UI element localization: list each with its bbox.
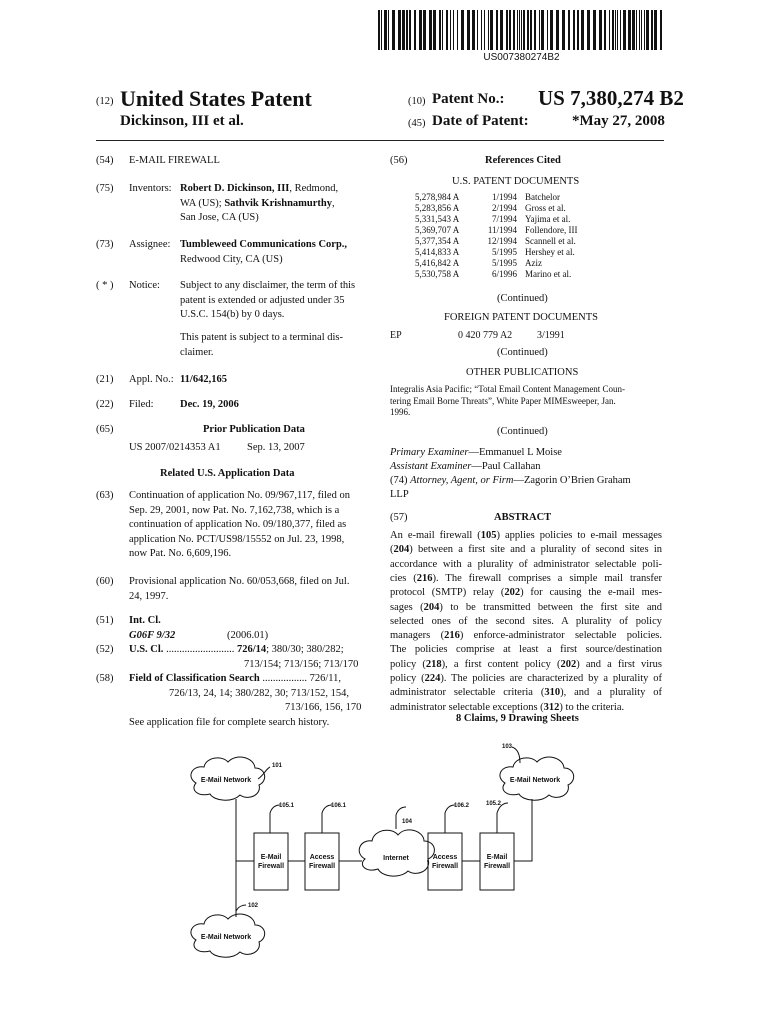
barcode-bar [550, 10, 553, 50]
patent-no-code: (10) [408, 96, 426, 107]
other-line-1: Integralis Asia Pacific; “Total Email Content Management Coun- [390, 384, 626, 394]
us-ref-name: Marino et al. [525, 269, 572, 279]
us-ref-date: 6/1996 [491, 269, 517, 279]
other-line-2: tering Email Borne Threats”, White Paper MIMEsweeper, Jan. [390, 395, 616, 406]
ref-106-2: 106.2 [454, 803, 470, 809]
leader-102 [236, 905, 246, 917]
terminal-line-1: This patent is subject to a terminal dis- [180, 332, 344, 343]
intcl-code: (51) [96, 615, 114, 626]
date-code: (45) [408, 118, 426, 129]
appl-number: 11/642,165 [180, 374, 227, 385]
network-figure [0, 735, 770, 965]
us-ref-number: 5,377,354 A [415, 236, 460, 246]
us-ref-name: Gross et al. [525, 203, 566, 213]
label-net-right-top: E-Mail Network [509, 777, 561, 784]
attorney [390, 474, 631, 489]
barcode-bar [378, 10, 380, 50]
us-ref-date: 5/1995 [491, 247, 517, 257]
abstract-line: policy (218), a first content policy (202) and a first virus [390, 658, 662, 670]
continuation-line-2: Sep. 29, 2001, now Pat. No. 7,162,738, which is a [129, 504, 340, 516]
intcl-class: G06F 9/32 [129, 629, 176, 641]
us-ref-number: 5,369,707 A [415, 225, 460, 235]
box-email-firewall-left [254, 833, 288, 890]
us-ref-name: Yajima et al. [525, 214, 571, 224]
leader-106-2 [445, 805, 455, 833]
box-access-fw-right-line-2: Firewall [431, 863, 459, 870]
assignee-label: Assignee: [129, 239, 171, 250]
barcode-bar [577, 10, 579, 50]
provisional-code: (60) [96, 576, 114, 587]
primary-label: Primary Examiner [390, 447, 469, 458]
attorney-label: Attorney, Agent, or Firm [410, 475, 514, 486]
us-ref-number: 5,416,842 A [415, 258, 460, 268]
barcode-bar [539, 10, 540, 50]
us-ref-name: Follendore, III [525, 225, 578, 235]
assistant-examiner [390, 460, 541, 475]
barcode-bar [442, 10, 443, 50]
us-ref-date: 12/1994 [487, 236, 517, 246]
abstract-line: sages (204) to be transmitted between the first site and [390, 601, 662, 613]
field-line-1 [129, 672, 341, 687]
barcode-bar [388, 10, 389, 50]
cloud-internet [359, 830, 434, 876]
barcode-bar [644, 10, 645, 50]
foreign-country: EP [390, 330, 402, 341]
filed-code: (22) [96, 399, 114, 410]
barcode-bar [568, 10, 570, 50]
foreign-heading: FOREIGN PATENT DOCUMENTS [444, 312, 599, 323]
inventors-line-1: Robert D. Dickinson, III, Redmond, [180, 183, 339, 194]
filed-label: Filed: [129, 399, 154, 410]
us-ref-date: 7/1994 [491, 214, 517, 224]
abstract-line: managers (216) enforce-administrator selectable policies. [390, 630, 662, 642]
barcode-bar [573, 10, 575, 50]
barcode-bar [641, 10, 642, 50]
barcode-bar [484, 10, 485, 50]
barcode-bar [587, 10, 590, 50]
us-ref-number: 5,283,856 A [415, 203, 460, 213]
uscl-line-2: 713/154; 713/156; 713/170 [244, 658, 359, 670]
ref-105-1: 105.1 [279, 803, 295, 809]
provisional-line-2: 24, 1997. [129, 590, 169, 602]
abstract-line: The policies comprise at least a first source/destination [390, 644, 662, 656]
doc-type: United States Patent [120, 86, 312, 111]
barcode-bar [402, 10, 405, 50]
us-ref-name: Batchelor [525, 192, 560, 202]
barcode-bar [534, 10, 536, 50]
barcode-bar [406, 10, 408, 50]
appl-label: Appl. No.: [129, 374, 174, 385]
uscl-dots: .......................... [166, 644, 235, 655]
uscl-primary: 726/14 [236, 644, 267, 655]
abstract-line: cies (216). The firewall comprises a simple mail transfer [390, 572, 663, 584]
attorney-line-2: LLP [390, 489, 409, 500]
leader-105-2 [497, 803, 508, 833]
ref-103: 103 [502, 744, 513, 750]
barcode-bar [521, 10, 522, 50]
primary-name: —Emmanuel L Moise [468, 447, 562, 458]
continuation-line-1: Continuation of application No. 09/967,117, filed on [129, 490, 350, 501]
other-line-3: 1996. [390, 407, 411, 417]
abstract-line: protocol (SMTP) relay (202) for causing the e-mail mes- [390, 587, 662, 599]
barcode-bar [506, 10, 508, 50]
prior-pub: US 2007/0214353 A1 [129, 442, 221, 453]
inventors-code: (75) [96, 183, 114, 194]
box-email-fw-right-line-1: E-Mail [486, 854, 508, 861]
barcode-bar [593, 10, 596, 50]
us-ref-number: 5,331,543 A [415, 214, 460, 224]
leader-105-1 [270, 805, 280, 833]
field-line-3: 713/166, 156, 170 [285, 702, 362, 713]
uscl-secondary: ; 380/30; 380/282; [266, 644, 344, 655]
barcode-bar [467, 10, 470, 50]
notice-line-2: patent is extended or adjusted under 35 [180, 294, 345, 306]
barcode-bar [628, 10, 631, 50]
barcode-bar [530, 10, 532, 50]
barcode-bar [617, 10, 618, 50]
doc-code: (12) [96, 96, 114, 107]
abstract-line: policy (224). The policies are characterized by a plurality of [390, 673, 662, 684]
barcode-bar [439, 10, 441, 50]
prior-code: (65) [96, 424, 114, 435]
assignee-line-1: Tumbleweed Communications Corp., [180, 239, 348, 250]
barcode-bar [477, 10, 478, 50]
assistant-name: —Paul Callahan [471, 461, 541, 472]
us-ref-name: Scannell et al. [525, 236, 576, 246]
us-ref-date: 2/1994 [491, 203, 517, 213]
barcode-bar [446, 10, 448, 50]
ref-102: 102 [248, 903, 259, 909]
uscl-line-1 [129, 643, 344, 658]
barcode-bar [419, 10, 422, 50]
refs-code: (56) [390, 155, 408, 166]
foreign-date: 3/1991 [537, 330, 565, 341]
link-left-cloud-fw [236, 799, 254, 861]
barcode-bar [472, 10, 475, 50]
notice-line-1: Subject to any disclaimer, the term of this [180, 280, 356, 291]
barcode-bar [562, 10, 565, 50]
barcode-bar [509, 10, 511, 50]
barcode-bar [429, 10, 432, 50]
us-docs-heading: U.S. PATENT DOCUMENTS [452, 176, 580, 187]
leader-103 [512, 747, 520, 763]
barcode-bar [461, 10, 464, 50]
abstract-line: selected ones of the second sites. A plurality of policy [390, 615, 662, 627]
leader-106-1 [322, 805, 332, 833]
attorney-name: —Zagorin O’Brien Graham [513, 475, 631, 486]
patent-number: US 7,380,274 B2 [538, 86, 684, 110]
barcode-bar [581, 10, 584, 50]
barcode-bar [556, 10, 559, 50]
barcode-label: US007380274B2 [483, 52, 560, 63]
us-ref-date: 11/1994 [487, 225, 517, 235]
header-rule [96, 140, 664, 141]
refs-heading: References Cited [485, 155, 561, 166]
continuation-line-3: continuation of application No. 09/180,377, filed as [129, 519, 347, 530]
barcode-bar [527, 10, 529, 50]
box-email-firewall-right [480, 833, 514, 890]
box-access-fw-left-line-1: Access [309, 854, 335, 861]
continued-3: (Continued) [497, 426, 548, 437]
label-internet: Internet [383, 855, 409, 862]
notice-code: ( * ) [96, 280, 114, 291]
field-note: See application file for complete search history. [129, 716, 330, 728]
abstract-line: administrator selectable criteria (310), and a plurality of [390, 687, 662, 699]
link-fw-right-cloud [514, 799, 532, 861]
inventor-short: Dickinson, III et al. [120, 113, 244, 129]
barcode-bar [604, 10, 606, 50]
patent-title: E-MAIL FIREWALL [129, 155, 220, 166]
barcode-bar [414, 10, 416, 50]
box-email-fw-left-line-1: E-Mail [260, 854, 282, 861]
barcode-bar [481, 10, 482, 50]
abstract-line: (204) between a first site and a plurality of second sites in [390, 544, 662, 556]
intcl-year: (2006.01) [227, 629, 269, 641]
barcode-bar [433, 10, 436, 50]
field-dots: ................. [262, 673, 308, 684]
barcode-bar [541, 10, 544, 50]
field-first: 726/11, [309, 673, 342, 684]
appl-code: (21) [96, 374, 114, 385]
continuation-line-5: now Pat. No. 6,609,196. [129, 548, 232, 559]
barcode-bar [488, 10, 489, 50]
title-code: (54) [96, 155, 114, 166]
barcode-bar [609, 10, 610, 50]
continued-2: (Continued) [497, 347, 548, 358]
us-ref-number: 5,414,833 A [415, 247, 460, 257]
abstract-heading: ABSTRACT [494, 512, 552, 523]
barcode-bar [496, 10, 498, 50]
ref-106-1: 106.1 [331, 803, 347, 809]
related-heading: Related U.S. Application Data [160, 468, 295, 479]
patent-no-label: Patent No.: [432, 91, 505, 107]
field-line-2: 726/13, 24, 14; 380/282, 30; 713/152, 154, [169, 687, 349, 699]
us-ref-date: 1/1994 [491, 192, 517, 202]
leader-104 [396, 807, 406, 829]
continuation-code: (63) [96, 490, 114, 501]
box-access-firewall-left [305, 833, 339, 890]
box-email-fw-right-line-2: Firewall [483, 863, 511, 870]
box-access-fw-right-line-1: Access [432, 854, 458, 861]
barcode-bar [660, 10, 662, 50]
assistant-label: Assistant Examiner [390, 461, 472, 472]
claims-summary: 8 Claims, 9 Drawing Sheets [456, 713, 579, 724]
barcode-bar [651, 10, 653, 50]
barcode-bar [450, 10, 451, 50]
terminal-line-2: claimer. [180, 346, 214, 358]
inventors-line-2: WA (US); Sathvik Krishnamurthy, [180, 197, 335, 209]
barcode-bar [632, 10, 635, 50]
barcode-bar [654, 10, 657, 50]
barcode-bar [513, 10, 515, 50]
notice-line-3: U.S.C. 154(b) by 0 days. [180, 309, 285, 320]
label-net-left-top: E-Mail Network [200, 777, 252, 784]
barcode-bar [517, 10, 518, 50]
barcode-bar [599, 10, 602, 50]
barcode-bar [620, 10, 621, 50]
barcode-bar [523, 10, 525, 50]
box-email-fw-left-line-2: Firewall [257, 863, 285, 870]
barcode-bar [457, 10, 458, 50]
label-net-bottom: E-Mail Network [200, 934, 252, 941]
inventors-line-3: San Jose, CA (US) [180, 212, 259, 223]
barcode-bar [453, 10, 454, 50]
us-ref-date: 5/1995 [491, 258, 517, 268]
filed-date: Dec. 19, 2006 [180, 399, 239, 410]
continuation-line-4: application No. PCT/US98/15552 on Jul. 23, 1998, [129, 533, 345, 545]
continued-1: (Continued) [497, 293, 548, 304]
attorney-code: (74) [390, 475, 408, 486]
inventors-label: Inventors: [129, 183, 172, 194]
barcode-bar [639, 10, 640, 50]
barcode-bar [490, 10, 493, 50]
barcode-bar [615, 10, 616, 50]
notice-label: Notice: [129, 280, 160, 291]
ref-101: 101 [272, 763, 283, 769]
barcode-bar [381, 10, 382, 50]
barcode-bar [398, 10, 401, 50]
uscl-code: (52) [96, 644, 114, 655]
barcode-bar [547, 10, 548, 50]
intcl-label: Int. Cl. [129, 615, 161, 626]
barcode-bar [623, 10, 626, 50]
provisional-line-1: Provisional application No. 60/053,668, filed on Jul. [129, 576, 350, 587]
box-access-fw-left-line-2: Firewall [308, 863, 336, 870]
us-ref-name: Hershey et al. [525, 247, 575, 257]
us-ref-number: 5,530,758 A [415, 269, 460, 279]
assignee-code: (73) [96, 239, 114, 250]
field-code: (58) [96, 673, 114, 684]
foreign-number: 0 420 779 A2 [458, 330, 513, 341]
barcode-bar [612, 10, 614, 50]
field-label: Field of Classification Search [129, 673, 260, 684]
barcode-bar [500, 10, 503, 50]
barcode-bar [384, 10, 387, 50]
barcode-bar [636, 10, 637, 50]
date-label: Date of Patent: [432, 113, 529, 129]
patent-date: *May 27, 2008 [572, 113, 665, 129]
box-access-firewall-right [428, 833, 462, 890]
barcode-bar [409, 10, 411, 50]
ref-105-2: 105.2 [486, 801, 502, 807]
abstract-line: accordance with a plurality of administrator selectable poli- [390, 558, 662, 570]
barcode-bar [646, 10, 649, 50]
us-ref-number: 5,278,984 A [415, 192, 460, 202]
barcode-bar [392, 10, 395, 50]
primary-examiner [390, 446, 562, 461]
uscl-label: U.S. Cl. [129, 644, 164, 655]
prior-heading: Prior Publication Data [203, 424, 305, 435]
barcode-bar [423, 10, 426, 50]
ref-104: 104 [402, 819, 413, 825]
abstract-line: administrator selectable exceptions (312) to the criteria. [390, 701, 625, 713]
abstract-code: (57) [390, 512, 408, 523]
us-ref-name: Aziz [525, 258, 542, 268]
other-pubs-heading: OTHER PUBLICATIONS [466, 367, 579, 378]
abstract-line: An e-mail firewall (105) applies policies to e-mail messages [390, 530, 662, 541]
assignee-line-2: Redwood City, CA (US) [180, 253, 283, 265]
barcode [378, 10, 665, 50]
barcode-bar [519, 10, 520, 50]
prior-date: Sep. 13, 2007 [247, 442, 305, 453]
